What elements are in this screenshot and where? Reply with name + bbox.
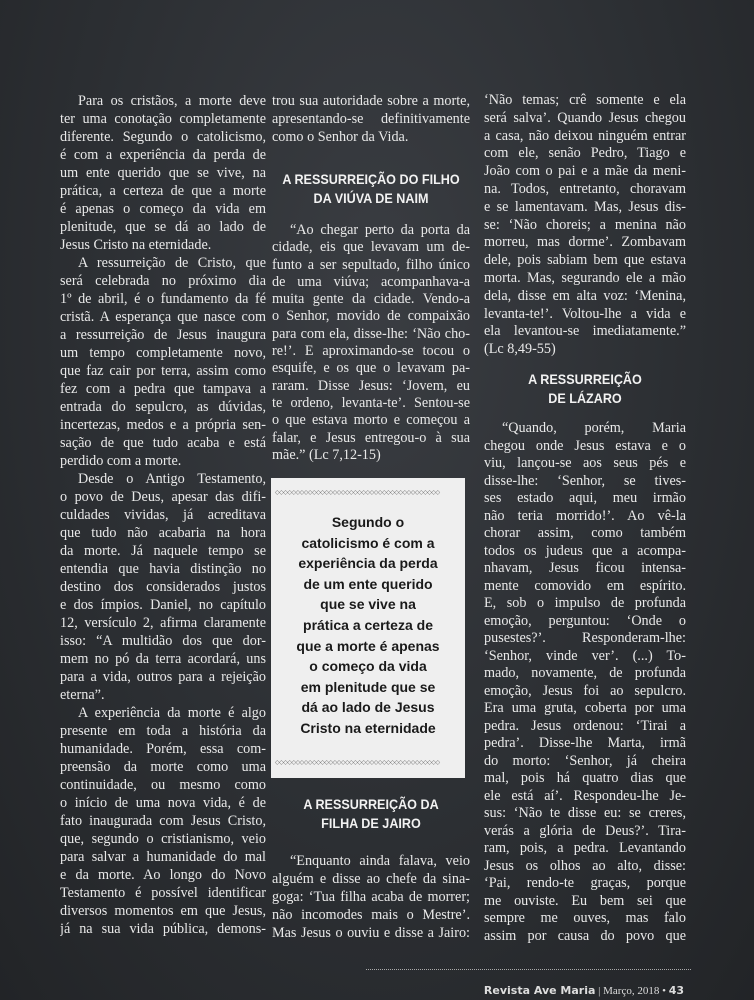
text-line: re!’. E aproximando-se tocou o xyxy=(272,343,470,360)
section-heading xyxy=(272,170,470,208)
text-line: não incomodes mais o Mestre’. xyxy=(272,907,470,923)
text-line: que, segundo o cristianismo, veio xyxy=(60,831,266,847)
text-line: não teria morrido!’. Ao vê-la xyxy=(484,507,686,524)
paragraph xyxy=(272,222,470,464)
heading-line: DA VIÚVA DE NAIM xyxy=(313,190,429,206)
text-line: Jesus os olhos ao alto, disse: xyxy=(484,857,686,874)
text-line: ‘Não temas; crê somente e ela xyxy=(484,92,686,108)
paragraph xyxy=(60,92,266,254)
paragraph xyxy=(60,704,266,938)
text-line: “Enquanto ainda falava, veio xyxy=(290,853,470,869)
text-line: raram. Disse Jesus: ‘Jovem, eu xyxy=(272,377,470,394)
text-line: destino dos considerados justos xyxy=(60,579,266,595)
text-line: isso: “A multidão dos que dor- xyxy=(60,633,266,649)
heading-line: A RESSURREIÇÃO xyxy=(528,371,642,387)
text-line: apresentando-se definitivamente xyxy=(272,111,470,127)
text-line: cristã. A esperança que nasce com xyxy=(60,309,266,325)
text-line: ela levantou-se imediatamente.” xyxy=(484,323,686,340)
text-line: emoção, perguntou: ‘Onde o xyxy=(484,612,686,629)
text-line: diferente. Segundo o catolicismo, xyxy=(60,129,266,145)
paragraph xyxy=(60,254,266,470)
text-line: E, sob o impulso de profunda xyxy=(484,595,686,611)
text-line: Para os cristãos, a morte deve xyxy=(78,93,266,109)
heading-line: A RESSURREIÇÃO DO FILHO xyxy=(282,171,460,187)
heading-line: A RESSURREIÇÃO DA xyxy=(303,796,439,812)
page-number: 43 xyxy=(668,984,684,997)
text-line: ram, pois, a pedra. Levantando xyxy=(484,840,686,856)
text-line: como o Senhor da Vida. xyxy=(272,129,409,145)
text-line: de uma viúva; acompanhava-a xyxy=(272,273,470,290)
paragraph xyxy=(484,92,686,359)
text-line: humanidade. Porém, essa com- xyxy=(60,741,266,757)
text-line: culdades vividas, já acreditava xyxy=(60,507,266,523)
pull-quote-line: Cristo na eternidade xyxy=(300,719,436,736)
text-line: me ouviste. Eu bem sei que xyxy=(484,892,686,909)
issue-date: | Março, 2018 • xyxy=(598,985,666,997)
text-line: será celebrada no próximo dia xyxy=(60,273,266,289)
text-line: do morto: ‘Senhor, já cheira xyxy=(484,752,686,769)
text-line: plenitude, que se dá ao lado de xyxy=(60,219,266,235)
text-line: todos os judeus que a acompa- xyxy=(484,542,686,559)
text-line: nhavam, Jesus ficou intensa- xyxy=(484,560,686,576)
text-line: disse-lhe: ‘Senhor, se tives- xyxy=(484,472,686,489)
text-line: preensão da morte como uma xyxy=(60,759,266,775)
text-line: morreu, mas dorme’. Zombavam xyxy=(484,234,686,251)
text-line: mãe.” (Lc 7,12-15) xyxy=(272,446,381,463)
text-line: chegou onde Jesus estava e o xyxy=(484,437,686,454)
pull-quote-line: experiência da perda xyxy=(298,555,438,572)
text-line: ‘Pai, rendo-te graças, porque xyxy=(484,875,686,891)
text-line: incertezas, medos e a própria sen- xyxy=(60,417,266,433)
text-line: é com a experiência da perda de xyxy=(60,147,266,163)
zigzag-border-top: ◇◇◇◇◇◇◇◇◇◇◇◇◇◇◇◇◇◇◇◇◇◇◇◇◇◇◇◇◇◇◇◇◇◇◇◇◇◇◇◇ xyxy=(275,490,440,496)
pull-quote-line: de um ente querido xyxy=(303,575,433,592)
text-line: fez com a pedra que tampava a xyxy=(60,381,266,397)
heading-line: DE LÁZARO xyxy=(548,390,622,406)
paragraph xyxy=(484,420,686,945)
text-line: levanta-te!’. Voltou-lhe a vida e xyxy=(484,305,686,322)
text-line: o povo de Deus, apesar das difi- xyxy=(60,489,266,505)
section-heading xyxy=(484,370,686,408)
article-column-1 xyxy=(60,0,266,1000)
text-line: te ordeno, levanta-te’. Sentou-se xyxy=(272,394,470,411)
text-line: para a vida, outros para a rejeição xyxy=(60,669,266,685)
text-line: perdido com a morte. xyxy=(60,453,182,469)
text-line: e se lamentavam. Mas, Jesus dis- xyxy=(484,198,686,215)
text-line: cidade, eis que levavam um de- xyxy=(272,239,470,256)
text-line: com ele, senão Pedro, Tiago e xyxy=(484,145,686,162)
text-line: fato inaugurada com Jesus Cristo, xyxy=(60,813,266,829)
text-line: “Ao chegar perto da porta da xyxy=(290,222,470,238)
text-line: pusestes?’. Responderam-lhe: xyxy=(484,630,686,646)
text-line: a ressurreição de Jesus inaugura xyxy=(60,327,266,343)
text-line: que tudo não acabaria na hora xyxy=(60,525,266,541)
paragraph xyxy=(272,852,470,942)
pull-quote-line: o começo da vida xyxy=(309,658,427,675)
pull-quote-text xyxy=(275,512,461,739)
text-line: Era uma gruta, coberta por uma xyxy=(484,700,686,716)
pull-quote-box xyxy=(271,478,465,778)
pull-quote-line: que se vive na xyxy=(320,596,416,613)
footer-divider xyxy=(366,969,691,970)
text-line: 1º de abril, é o fundamento da fé xyxy=(60,291,266,307)
text-line: prática, a certeza de que a morte xyxy=(60,183,266,199)
text-line: entendia que havia distinção no xyxy=(60,561,266,577)
heading-line: FILHA DE JAIRO xyxy=(321,815,421,831)
text-line: verás a glória de Deus?’. Tira- xyxy=(484,822,686,839)
text-line: será salva’. Quando Jesus chegou xyxy=(484,109,686,126)
text-line: para com ela, disse-lhe: ‘Não cho- xyxy=(272,325,470,342)
text-line: sempre me ouves, mas falo xyxy=(484,910,686,926)
text-line: esquife, e os que o levavam pa- xyxy=(272,360,470,377)
text-line: A ressurreição de Cristo, que xyxy=(78,255,266,271)
text-line: dele, pois sabiam bem que estava xyxy=(484,252,686,269)
text-line: Jesus Cristo na eternidade. xyxy=(60,237,212,253)
text-line: assim por causa do povo que xyxy=(484,927,686,944)
text-line: entrada do sepulcro, as dúvidas, xyxy=(60,399,266,415)
pull-quote-line: prática a certeza de xyxy=(303,616,433,633)
text-line: presente em toda a história da xyxy=(60,723,266,739)
text-line: 12, versículo 2, afirma claramente xyxy=(60,615,266,631)
text-line: e dos ímpios. Daniel, no capítulo xyxy=(60,597,266,613)
zigzag-border-bottom: ◇◇◇◇◇◇◇◇◇◇◇◇◇◇◇◇◇◇◇◇◇◇◇◇◇◇◇◇◇◇◇◇◇◇◇◇◇◇◇◇ xyxy=(275,760,440,766)
text-line: mal, pois há quatro dias que xyxy=(484,770,686,786)
text-line: o que estava morto e começou a xyxy=(272,412,470,429)
text-line: que faz cair por terra, assim como xyxy=(60,363,266,379)
text-line: falar, e Jesus entregou-o à sua xyxy=(272,429,470,446)
text-line: muita gente da cidade. Vendo-a xyxy=(272,291,470,308)
text-line: eterna”. xyxy=(60,687,105,703)
text-line: é apenas o começo da vida em xyxy=(60,201,266,217)
magazine-name: Revista Ave Maria xyxy=(483,984,596,997)
text-line: continuidade, ou mesmo como xyxy=(60,777,266,793)
paragraph xyxy=(60,470,266,704)
text-line: diversos momentos em que Jesus, xyxy=(60,903,266,919)
text-line: sação de que tudo acaba e está xyxy=(60,435,266,451)
text-line: já na sua vida pública, demons- xyxy=(60,921,266,937)
section-heading xyxy=(272,795,470,833)
text-line: na. Todos, entretanto, choravam xyxy=(484,180,686,197)
pull-quote-line: catolicismo é com a xyxy=(301,534,435,551)
text-line: viu, lançou-se aos seus pés e xyxy=(484,455,686,471)
pull-quote-line: em plenitude que se xyxy=(300,678,436,695)
text-line: o início de uma nova vida, é de xyxy=(60,795,266,811)
text-line: dela, disse em alta voz: ‘Menina, xyxy=(484,287,686,304)
text-line: Desde o Antigo Testamento, xyxy=(78,471,266,487)
text-line: um tempo completamente novo, xyxy=(60,345,266,361)
pull-quote-line: que a morte é apenas xyxy=(296,637,440,654)
text-line: se: ‘Não choreis; a menina não xyxy=(484,216,686,233)
pull-quote-line: dá ao lado de Jesus xyxy=(301,699,435,716)
text-line: A experiência da morte é algo xyxy=(78,705,266,721)
text-line: mem no pó da terra acordará, uns xyxy=(60,651,266,667)
text-line: mente comovido em espírito. xyxy=(484,577,686,594)
article-column-3 xyxy=(484,0,686,1000)
page-footer xyxy=(484,984,684,997)
text-line: “Quando, porém, Maria xyxy=(502,420,686,436)
text-line: morta. Mas, segurando ele a mão xyxy=(484,269,686,286)
text-line: funto a ser sepultado, filho único xyxy=(272,256,470,273)
text-line: o Senhor, movido de compaixão xyxy=(272,308,470,325)
text-line: emoção, Jesus foi ao sepulcro. xyxy=(484,682,686,699)
text-line: a casa, não deixou ninguém entrar xyxy=(484,127,686,144)
text-line: ter uma conotação completamente xyxy=(60,111,266,127)
text-line: pedra’. Disse-lhe Marta, irmã xyxy=(484,735,686,751)
text-line: alguém e disse ao chefe da sina- xyxy=(272,871,470,887)
paragraph xyxy=(272,92,470,146)
text-line: pedra. Jesus ordenou: ‘Tirai a xyxy=(484,717,686,734)
text-line: da morte. Já naquele tempo se xyxy=(60,543,266,559)
text-line: ele está aí’. Respondeu-lhe Je- xyxy=(484,787,686,804)
text-line: mado, novamente, de profunda xyxy=(484,665,686,681)
text-line: ses estado aqui, meu irmão xyxy=(484,490,686,506)
text-line: para salvar a humanidade do mal xyxy=(60,849,266,865)
text-line: e da morte. Ao longo do Novo xyxy=(60,867,266,883)
text-line: (Lc 8,49-55) xyxy=(484,341,556,358)
text-line: João com o pai e a mãe da meni- xyxy=(484,163,686,180)
text-line: Mas Jesus o ouviu e disse a Jairo: xyxy=(272,925,470,941)
pull-quote-line: Segundo o xyxy=(331,514,405,530)
text-line: sus: ‘Não te disse eu: se creres, xyxy=(484,805,686,821)
text-line: Testamento é possível identificar xyxy=(60,885,266,901)
text-line: chorar assim, como também xyxy=(484,525,686,541)
text-line: trou sua autoridade sobre a morte, xyxy=(272,93,470,109)
text-line: goga: ‘Tua filha acaba de morrer; xyxy=(272,889,470,905)
text-line: ‘Senhor, vinde ver’. (...) To- xyxy=(484,647,686,664)
text-line: um ente querido que se vive, na xyxy=(60,165,266,181)
